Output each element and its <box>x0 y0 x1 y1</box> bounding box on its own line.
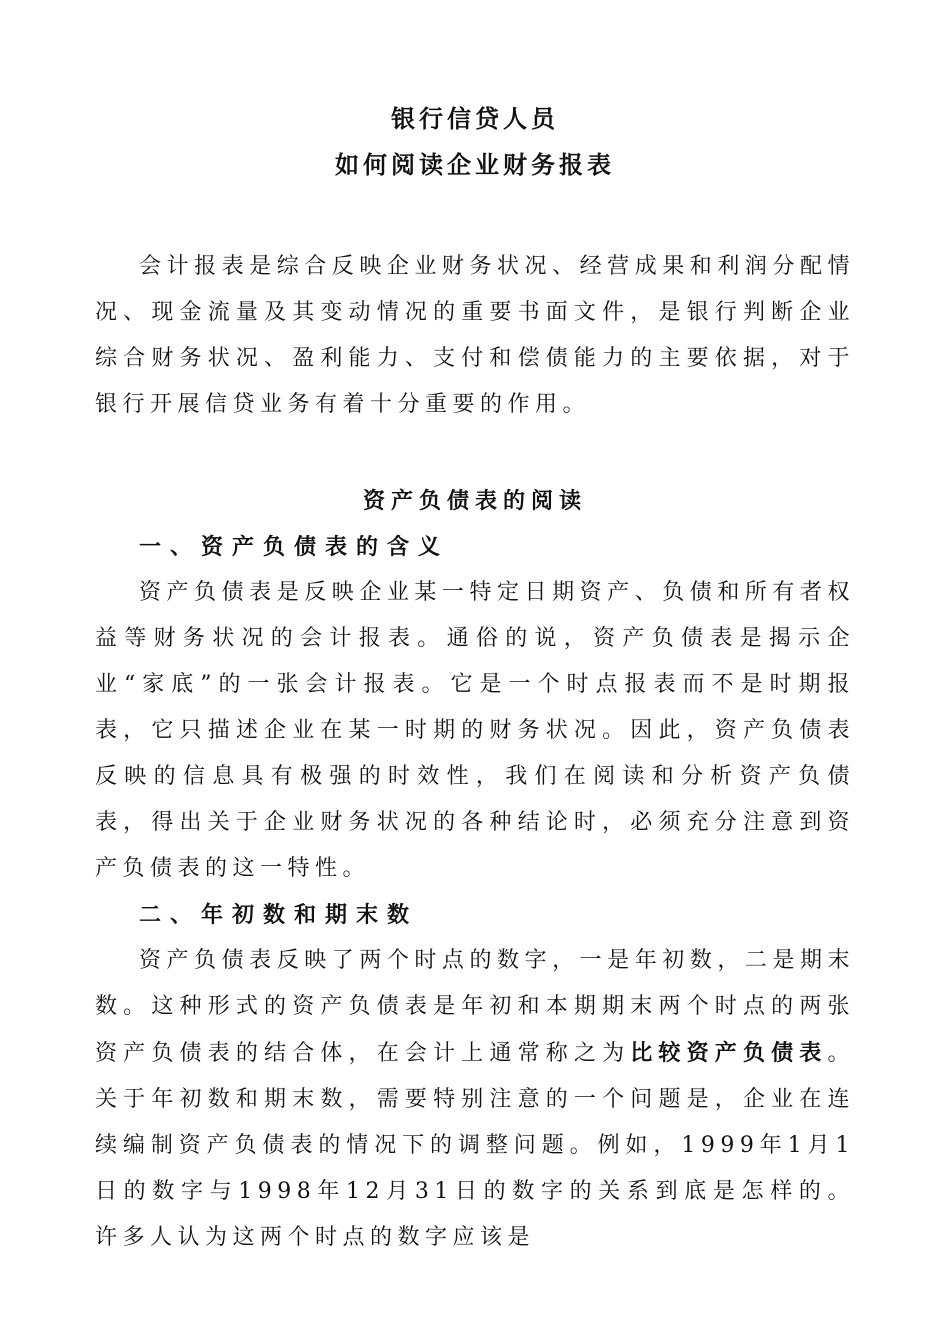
bold-term: 比较资产负债表 <box>630 1040 828 1066</box>
section-title: 资产负债表的阅读 <box>362 488 587 514</box>
document-title-line2: 如何阅读企业财务报表 <box>335 150 615 179</box>
paragraph-text-part1: 资产负债表反映了两个时点的数字，一是年初数，二是期末数。这种形式的资产负债表是年初和本期期末两个时点的两张资产负债表的结合体，在会计上通常称之为 <box>95 948 855 1066</box>
sub-heading-meaning: 一、资产负债表的含义 <box>139 534 450 560</box>
intro-paragraph: 会计报表是综合反映企业财务状况、经营成果和利润分配情况、现金流量及其变动情况的重要书面文件，是银行判断企业综合财务状况、盈利能力、支付和偿债能力的主要依据，对于银行开展信贷业务有着十分重要的作用。 <box>95 254 855 417</box>
document-title-line1: 银行信贷人员 <box>391 104 559 133</box>
paragraph-opening-closing <box>95 938 855 1261</box>
paragraph-meaning: 资产负债表是反映企业某一特定日期资产、负债和所有者权益等财务状况的会计报表。通俗的说，资产负债表是揭示企业“家底”的一张会计报表。它是一个时点报表而不是时期报表，它只描述企业在某一时期的财务状况。因此，资产负债表反映的信息具有极强的时效性，我们在阅读和分析资产负债表，得出关于企业财务状况的各种结论时，必须充分注意到资产负债表的这一特性。 <box>95 580 855 881</box>
paragraph-text-part2: 。关于年初数和期末数，需要特别注意的一个问题是，企业在连续编制资产负债表的情况下的调整问题。例如，1999年1月1日的数字与1998年12月31日的数字的关系到底是怎样的。许多人认为这两个时点的数字应该是 <box>95 1041 855 1250</box>
sub-heading-opening-closing: 二、年初数和期末数 <box>139 902 419 928</box>
